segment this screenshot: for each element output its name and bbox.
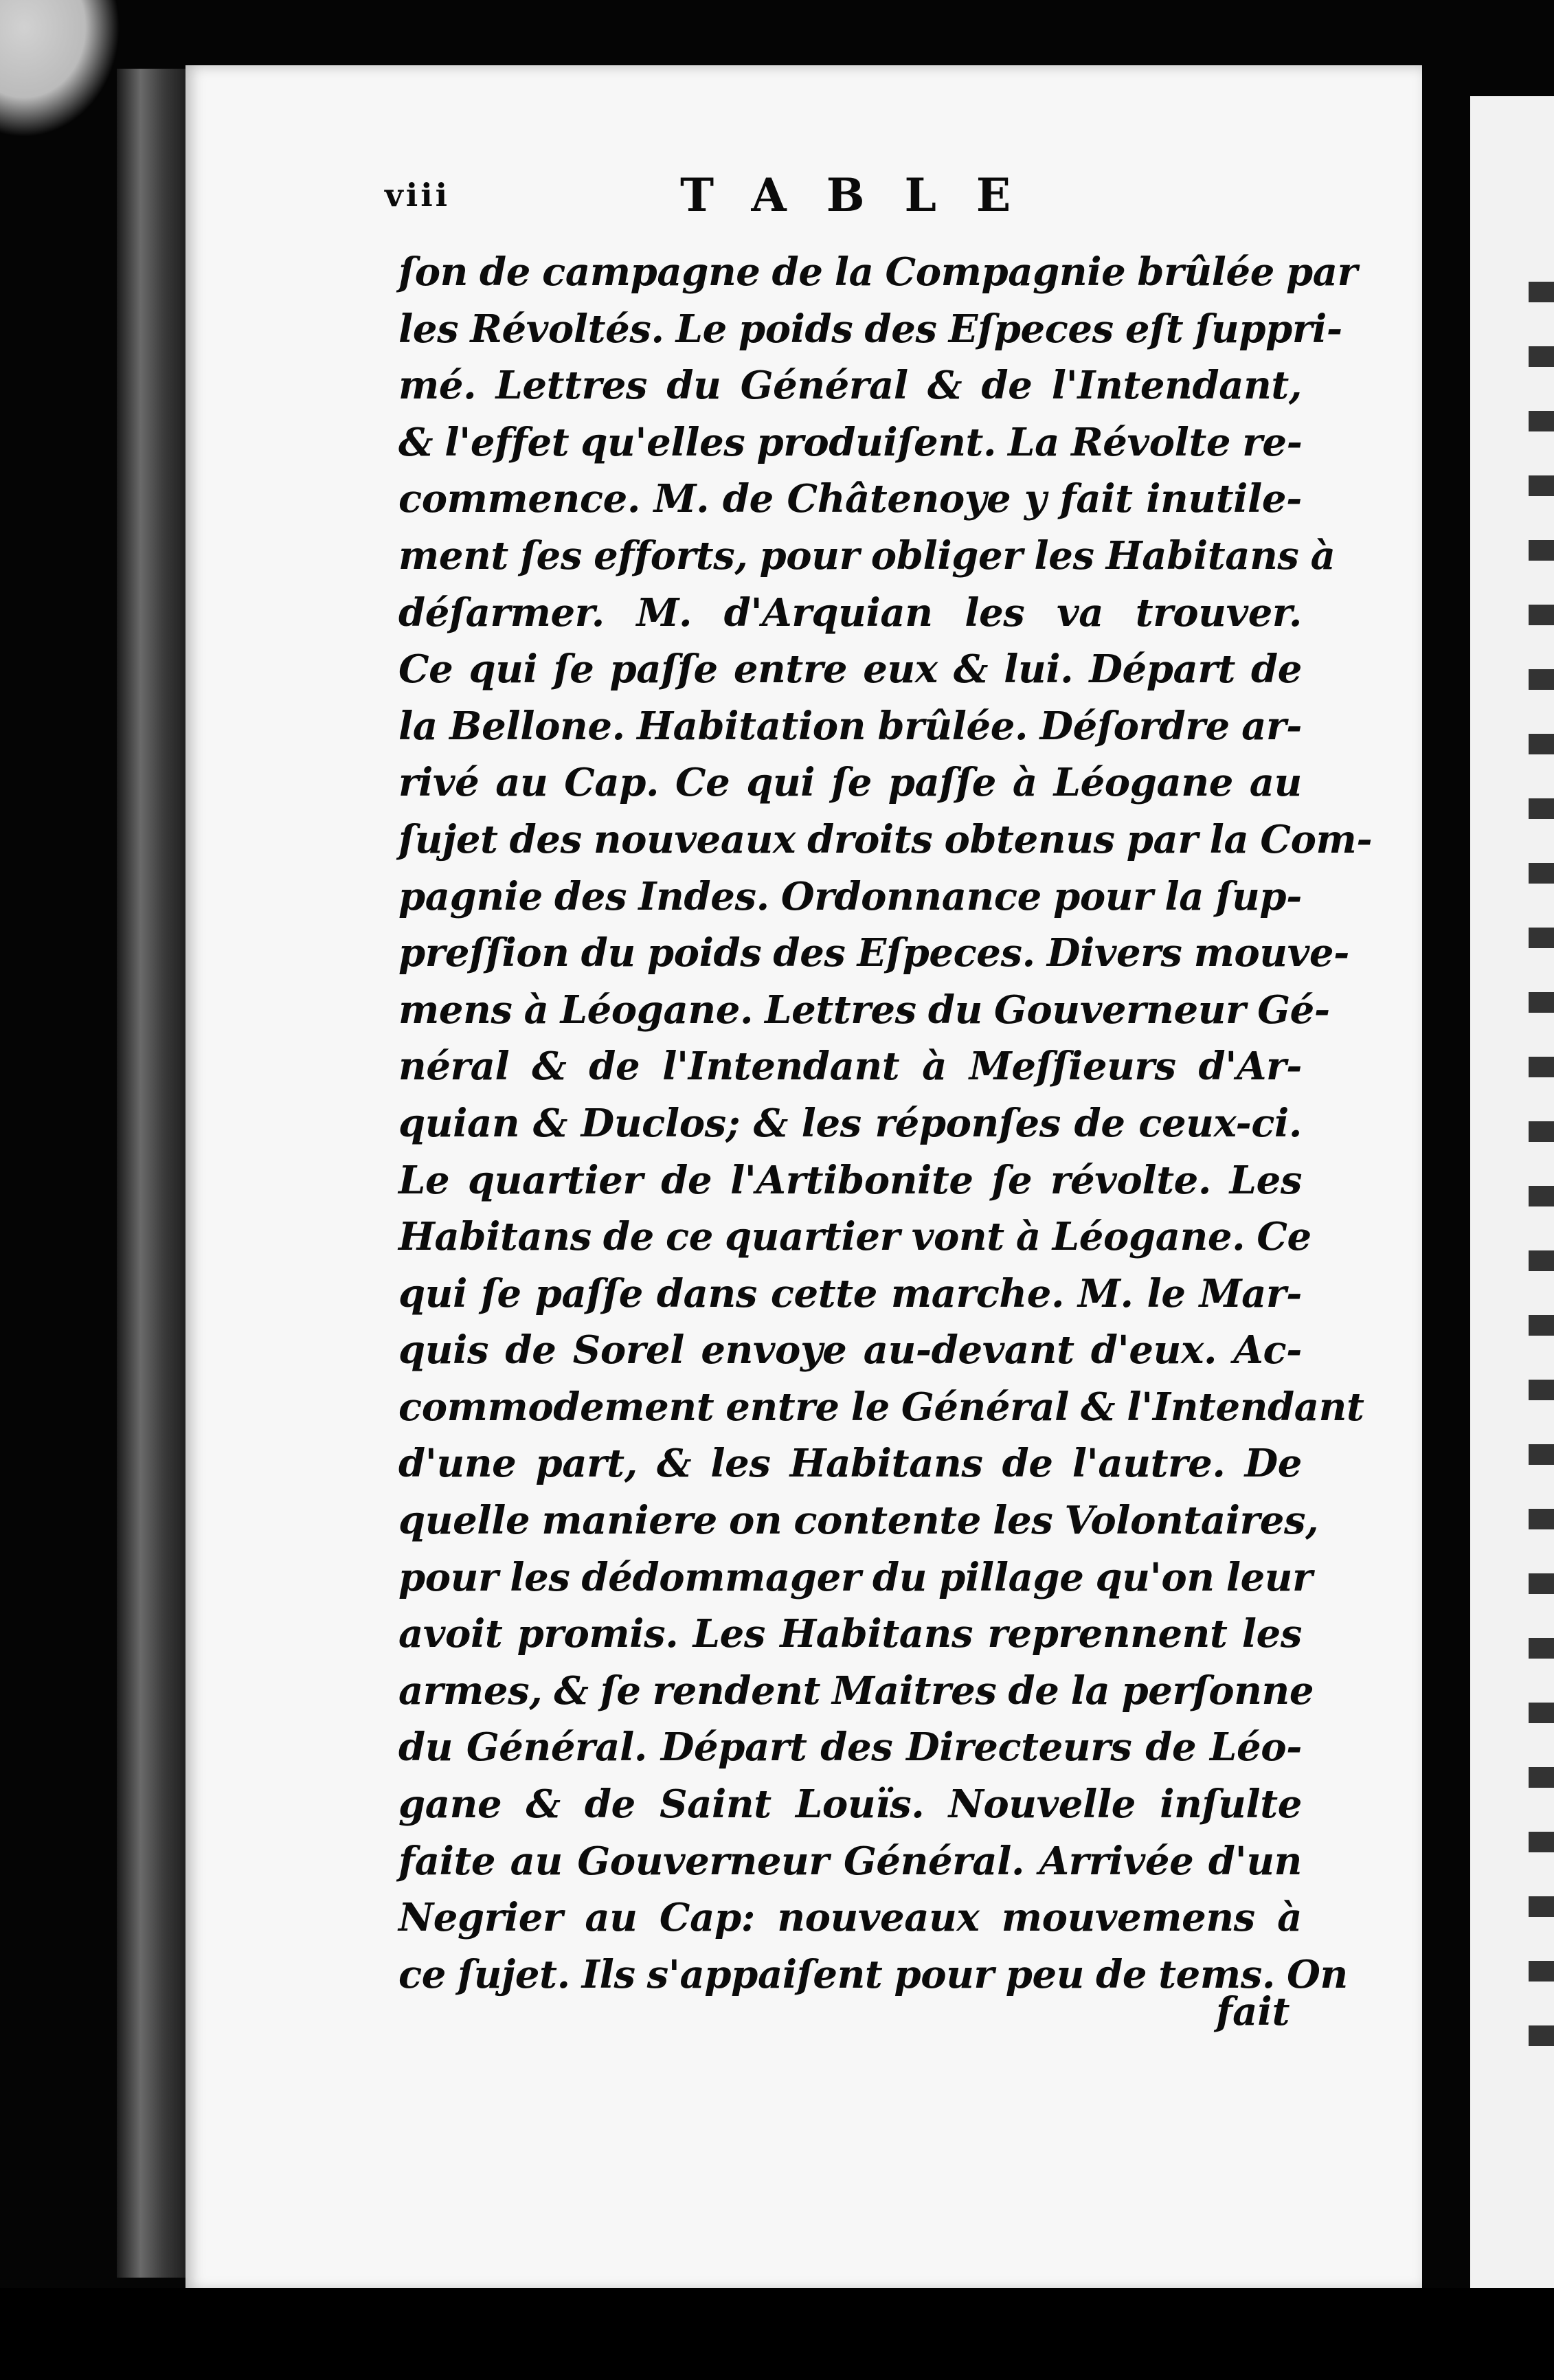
text-line: & l'effet qu'elles produiſent. La Révolte re-	[398, 419, 1303, 465]
text-line: ſon de campagne de la Compagnie brûlée par	[398, 249, 1358, 295]
text-line: quian & Duclos; & les réponſes de ceux-ci.	[398, 1100, 1302, 1146]
text-line: preſſion du poids des Eſpeces. Divers mouve-	[398, 930, 1349, 976]
text-line: les Révoltés. Le poids des Eſpeces eſt ſuppri-	[398, 306, 1342, 352]
book-spine-edge	[117, 69, 196, 2278]
text-line: Le quartier de l'Artibonite ſe révolte. Les	[398, 1157, 1302, 1203]
text-line: quelle maniere on contente les Volontaires,	[398, 1498, 1319, 1544]
text-line: avoit promis. Les Habitans reprennent les	[398, 1611, 1302, 1657]
text-line: Negrier au Cap: nouveaux mouvemens à	[398, 1895, 1302, 1941]
text-line: déſarmer. M. d'Arquian les va trouver.	[398, 590, 1302, 636]
text-line: du Général. Départ des Directeurs de Léo-	[398, 1725, 1302, 1771]
text-line: mé. Lettres du Général & de l'Intendant,	[398, 363, 1302, 409]
text-line: ment ſes efforts, pour obliger les Habitans à	[398, 532, 1336, 579]
text-line: rivé au Cap. Ce qui ſe paſſe à Léogane au	[398, 760, 1302, 806]
text-line: d'une part, & les Habitans de l'autre. De	[398, 1441, 1302, 1487]
text-line: mens à Léogane. Lettres du Gouverneur Gé-	[398, 987, 1330, 1033]
torn-paper-corner	[0, 0, 120, 137]
text-line: pour les dédommager du pillage qu'on leur	[398, 1554, 1313, 1600]
text-line: la Bellone. Habitation brûlée. Déſordre ar-	[398, 703, 1302, 749]
text-line: ce ſujet. Ils s'appaiſent pour peu de tems. On	[398, 1951, 1348, 1997]
text-line: commodement entre le Général & l'Intendant	[398, 1384, 1364, 1430]
text-line: pagnie des Indes. Ordonnance pour la ſup-	[398, 873, 1302, 919]
page-number: viii	[385, 177, 451, 214]
text-line: Ce qui ſe paſſe entre eux & lui. Départ de	[398, 647, 1302, 693]
text-line: qui ſe paſſe dans cette marche. M. le Mar-	[398, 1270, 1302, 1316]
page-header	[385, 168, 1415, 230]
facing-page-text-fragment	[1529, 261, 1554, 2047]
text-line: gane & de Saint Louïs. Nouvelle inſulte	[398, 1782, 1302, 1828]
text-line: quis de Sorel envoye au-devant d'eux. Ac-	[398, 1327, 1302, 1373]
catchword: fait	[1216, 1989, 1290, 2034]
text-line: ſujet des nouveaux droits obtenus par la Com-	[398, 816, 1373, 862]
scan-bottom-border	[0, 2288, 1554, 2380]
running-head: TABLE	[680, 168, 1051, 222]
body-text	[398, 244, 1373, 2003]
text-line: armes, & ſe rendent Maitres de la perſonne	[398, 1668, 1314, 1714]
text-line: néral & de l'Intendant à Meſſieurs d'Ar-	[398, 1044, 1302, 1090]
text-line: Habitans de ce quartier vont à Léogane. Ce	[398, 1214, 1311, 1260]
text-line: commence. M. de Châtenoye y fait inutile-	[398, 476, 1302, 522]
text-line: faite au Gouverneur Général. Arrivée d'un	[398, 1838, 1302, 1884]
